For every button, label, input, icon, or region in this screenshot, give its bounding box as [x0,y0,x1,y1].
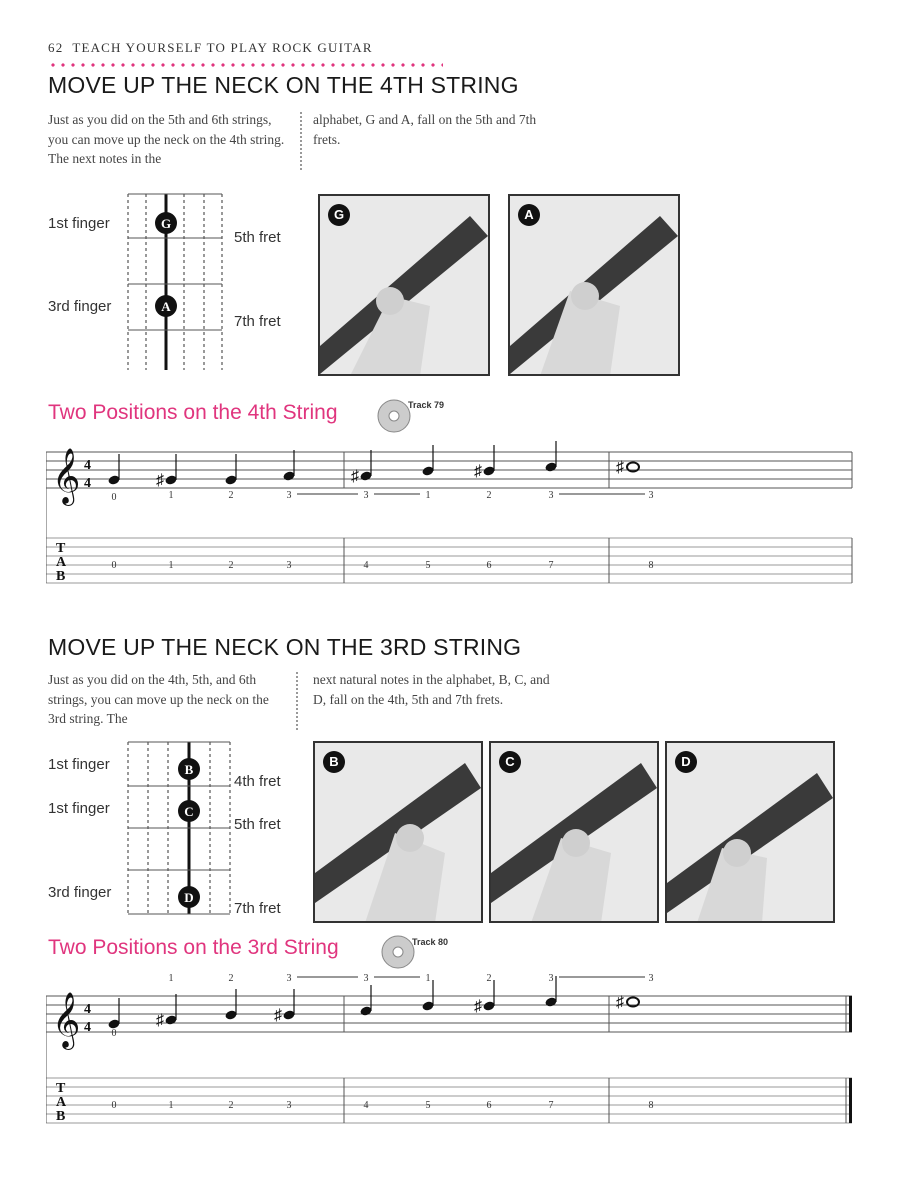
exercise-title-4th-string: Two Positions on the 4th String [48,401,338,424]
note-marker-label: G [160,216,172,231]
finger-number: 1 [168,973,174,984]
tab-number: 2 [228,560,234,571]
note-marker-label: D [184,890,194,905]
photo-badge: G [328,204,350,226]
note-marker-C [178,800,200,822]
finger-label: 3rd finger [48,884,112,901]
section2-text-col2: next natural notes in the alphabet, B, C, and D, fall on the 4th, 5th and 7th frets. [313,672,550,707]
track-label: Track 80 [412,937,449,947]
sharp-accidental: ♯ [616,994,624,1011]
photo-note-A [508,194,680,376]
finger-number: 3 [286,973,292,984]
sharp-accidental: ♯ [274,1007,282,1024]
tab-letter: A [56,1095,67,1110]
sharp-accidental: ♯ [474,998,482,1015]
photo-badge: C [499,751,521,773]
tab-letter: B [56,1109,66,1124]
time-signature-top: 4 [84,1002,91,1017]
sharp-accidental: ♯ [156,472,164,489]
tab-number: 2 [228,1100,234,1111]
tab-number: 1 [168,1100,174,1111]
sharp-accidental: ♯ [616,459,624,476]
tab-number: 6 [486,1100,492,1111]
fret-label: 5th fret [234,816,281,833]
sharp-accidental: ♯ [351,468,359,485]
finger-number: 3 [548,973,554,984]
fret-label: 7th fret [234,900,281,917]
final-barline [849,996,852,1032]
exercise-title-3rd-string: Two Positions on the 3rd String [48,936,339,959]
cd-icon [376,398,412,434]
tab-letter: A [56,555,67,570]
cd-icon [380,934,416,970]
fretboard-diagram-4th-string [120,190,230,372]
finger-number: 3 [286,490,292,501]
tab-number: 0 [111,1100,117,1111]
tab-letter: T [56,541,66,556]
fret-label: 7th fret [234,313,281,330]
sharp-accidental: ♯ [156,1012,164,1029]
running-head [48,40,373,56]
dotted-rule [48,62,443,68]
tab-letter: B [56,569,66,584]
section-title-3rd-string: MOVE UP THE NECK ON THE 3RD STRING [48,634,522,660]
tab-number: 5 [425,560,431,571]
section1-text-col2: alphabet, G and A, fall on the 5th and 7th frets. [313,112,537,147]
tab-number: 4 [363,560,369,571]
photo-note-D [665,741,835,923]
tab-number: 7 [548,560,554,571]
tab-number: 5 [425,1100,431,1111]
note-marker-label: A [161,299,171,314]
tab-number: 1 [168,560,174,571]
note-marker-label: C [184,804,194,819]
photo-badge: D [675,751,697,773]
notation-system-1 [46,440,858,600]
note-marker-label: B [184,762,194,777]
finger-number: 3 [648,490,654,501]
tab-number: 3 [286,1100,292,1111]
tab-number: 6 [486,560,492,571]
photo-badge: A [518,204,540,226]
finger-number: 1 [425,973,431,984]
treble-clef-icon: 𝄞 [52,994,81,1047]
note-marker-D [178,886,200,908]
column-separator [300,112,302,170]
section-title-4th-string: MOVE UP THE NECK ON THE 4TH STRING [48,72,519,98]
tab-number: 3 [286,560,292,571]
finger-number: 1 [425,490,431,501]
finger-number: 2 [486,490,492,501]
tab-number: 8 [648,1100,654,1111]
finger-number: 2 [486,973,492,984]
photo-note-B [313,741,483,923]
tab-number: 8 [648,560,654,571]
final-barline [849,1078,852,1123]
section1-text-col1: Just as you did on the 5th and 6th strings, you can move up the neck on the 4th string. The next notes in the [48,112,285,166]
finger-number: 3 [363,490,369,501]
finger-label: 1st finger [48,215,110,232]
treble-clef-icon: 𝄞 [52,450,81,503]
photo-note-G [318,194,490,376]
finger-number: 3 [648,973,654,984]
note-marker-G [155,212,177,234]
finger-number: 0 [111,1028,117,1039]
photo-note-C [489,741,659,923]
finger-label: 1st finger [48,756,110,773]
finger-label: 3rd finger [48,298,112,315]
fretboard-diagram-3rd-string [120,738,236,918]
finger-number: 2 [228,973,234,984]
note-marker-A [155,295,177,317]
notation-system-2 [46,966,858,1138]
section2-text-col1: Just as you did on the 4th, 5th, and 6th strings, you can move up the neck on the 3rd string. The [48,672,269,726]
track-label: Track 79 [408,400,445,410]
time-signature-bottom: 4 [84,1020,91,1035]
finger-label: 1st finger [48,800,110,817]
sharp-accidental: ♯ [474,463,482,480]
photo-badge: B [323,751,345,773]
note-marker-B [178,758,200,780]
column-separator [296,672,298,730]
tab-number: 0 [111,560,117,571]
tab-number: 4 [363,1100,369,1111]
time-signature-bottom: 4 [84,476,91,491]
tab-letter: T [56,1081,66,1096]
time-signature-top: 4 [84,458,91,473]
finger-number: 3 [548,490,554,501]
tab-number: 7 [548,1100,554,1111]
fret-label: 5th fret [234,229,281,246]
finger-number: 3 [363,973,369,984]
page-number: 62 [48,40,64,55]
fret-label: 4th fret [234,773,281,790]
finger-number: 2 [228,490,234,501]
finger-number: 0 [111,492,117,503]
finger-number: 1 [168,490,174,501]
book-title: TEACH YOURSELF TO PLAY ROCK GUITAR [72,40,373,55]
